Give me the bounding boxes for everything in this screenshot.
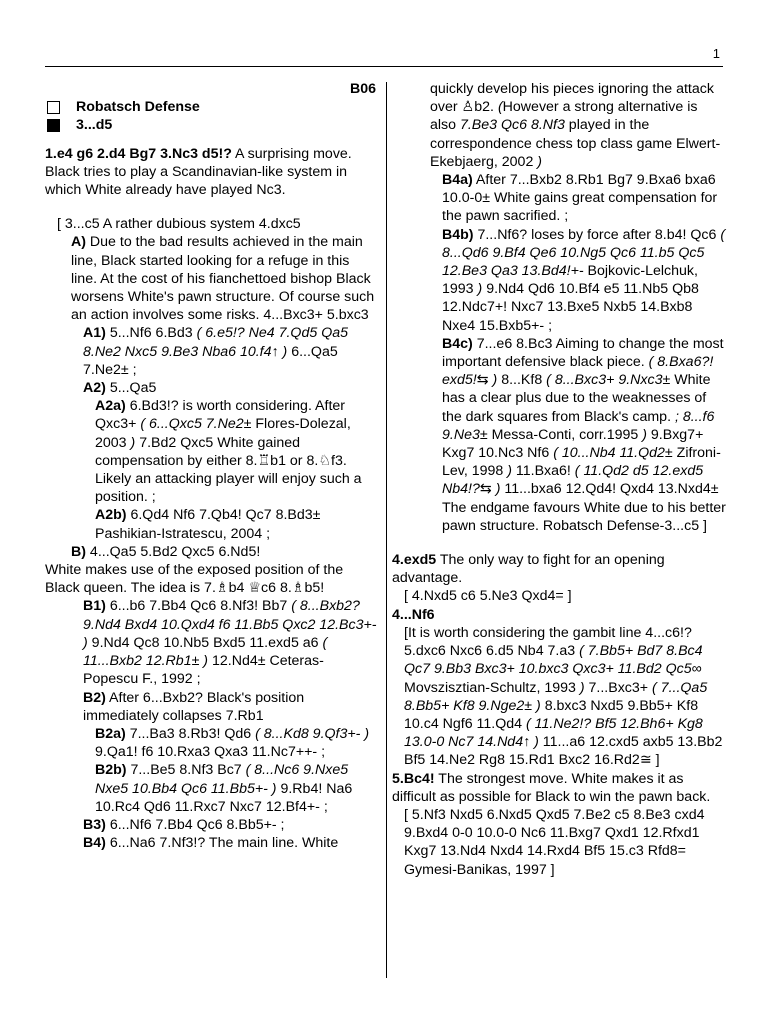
intro-paragraph [45, 145, 378, 200]
main-move-5-text: The strongest move. White makes it as difficult as possible for Black to win the pawn back. [392, 770, 711, 805]
main-move-4-text: The only way to fight for an opening advantage. [392, 552, 665, 587]
main-move-5 [392, 770, 726, 806]
variation-b4c-close2: ) [507, 463, 512, 480]
variation-a2a-close: ) [130, 434, 136, 451]
alt-4-nxd5: [ 4.Nxd5 c6 5.Ne3 Qxd4= ] [404, 588, 572, 605]
variation-name: 3...d5 [76, 117, 113, 134]
variation-b4-text: 6...Na6 7.Nf3!? The main line. White [105, 835, 339, 852]
variation-b4c-sub1: ( 8.Bxa6?! exd5!⇆ ) [442, 354, 714, 389]
variation-a2b-tag: A2b) [95, 507, 127, 524]
opening-name: Robatsch Defense [76, 99, 200, 116]
variation-b2a-text1: 7...Ba3 8.Rb3! Qd6 [125, 725, 256, 742]
variation-b-comment: White makes use of the exposed position of the Black queen. The idea is 7.♗b4 ♕c6 8.♗b5! [45, 562, 344, 597]
variation-a1-sub: ( 6.e5!? Ne4 7.Qd5 Qa5 8.Ne2 Nxc5 9.Be3 Nba6 10.f4↑ ) [83, 325, 349, 360]
variation-b4c-text4: Messa-Conti, corr.1995 [487, 426, 643, 443]
variation-a2a-sub: ( 6...Qxc5 7.Ne2± [140, 416, 256, 433]
variation-b3 [45, 816, 378, 834]
variation-b4c-text1: 7...e6 8.Bc3 Aiming to change the most important defensive black piece. [442, 335, 724, 371]
variation-b1-text3: 12.Nd4± Ceteras-Popescu F., 1992 ; [83, 653, 324, 688]
variation-a2-text: 5...Qa5 [105, 380, 157, 397]
alt-5-nf3: [ 5.Nf3 Nxd5 6.Nxd5 Qxd5 7.Be2 c5 8.Be3 cxd4 9.Bxd4 0-0 10.0-0 Nc6 11.Bxg7 Qxd1 12.Rfxd1 Kxg7 13.Nd4 Nxd4 14.Rxd4 Bf5 15.c3 Rfd8= Gymesi-Banikas, 1997 ] [404, 806, 705, 878]
right-column [392, 80, 726, 879]
variation-b4c-text7: 11.Bxa6! [511, 463, 575, 480]
variation-heading [45, 116, 378, 134]
column-divider [386, 82, 387, 978]
b4-cont-text3: played in the correspondence chess top class game Elwert-Ekebjaerg, 2002 [430, 117, 721, 170]
gambit-text4: 8.bxc3 Nxd5 9.Bb5+ Kf8 10.c4 Ngf6 11.Qd4 [404, 697, 699, 732]
variation-a2a [45, 397, 378, 506]
variation-b-tag: B) [71, 543, 86, 560]
b4-cont-close: ) [537, 153, 543, 170]
gambit-close1: ) [579, 679, 585, 696]
gambit-text3: 7...Bxc3+ [584, 679, 653, 696]
variation-b2a-text2: 9.Qa1! f6 10.Rxa3 Qxa3 11.Nc7++- ; [95, 744, 326, 761]
variation-b4c [392, 335, 726, 535]
intro-text: A surprising move. Black tries to play a Scandinavian-like system in which White already have played Nc3. [45, 145, 352, 199]
b4-cont-text2: However a strong alternative is also [430, 99, 698, 134]
variation-b2a [45, 725, 378, 761]
main-move-4-moves: 4.exd5 [392, 552, 437, 569]
gambit-line [392, 624, 726, 770]
variation-b [45, 543, 378, 561]
main-move-4-nf6: 4...Nf6 [392, 606, 435, 623]
variation-b4a [392, 171, 726, 226]
variation-a2a-text1: 6.Bd3!? is worth considering. After Qxc3+ [95, 398, 345, 433]
empty-square-icon [47, 101, 60, 114]
variation-b4a-text: After 7...Bxb2 8.Rb1 Bg7 9.Bxa6 bxa6 10.0-0± White gains great compensation for the pawn sacrified. ; [442, 172, 718, 225]
variation-b4b-text2: Bojkovic-Lelchuk, 1993 [442, 263, 698, 298]
header-rule [45, 66, 723, 67]
variation-a1-tail: 6...Qa5 7.Ne2± ; [83, 343, 338, 378]
variation-b4-continued [392, 80, 726, 171]
variation-b2-text: After 6...Bxb2? Black's position immediately collapses 7.Rb1 [83, 689, 305, 724]
variation-b2a-sub: ( 8...Kd8 9.Qf3+- ) [255, 725, 370, 742]
variation-a2a-text2: Flores-Dolezal, 2003 [95, 416, 351, 451]
variation-a1-tag: A1) [83, 325, 106, 342]
variation-b1-tag: B1) [83, 598, 106, 615]
variation-a-text: Due to the bad results achieved in the main line, Black started looking for a refuge in this line. At the cost of his fianchettoed bishop Black worsens White's pawn structure. Of course such an action involves some risks. 4...Bxc3+ 5.bxc3 [71, 234, 375, 324]
b4-cont-text1: quickly develop his pieces ignoring the attack over ♙b2. [430, 81, 714, 116]
variation-b3-text: 6...Nf6 7.Bb4 Qc6 8.Bb5+- ; [105, 816, 285, 833]
gambit-text1: [It is worth considering the gambit line 4...c6!? 5.dxc6 Nxc6 6.d5 Nb4 7.a3 [404, 624, 692, 660]
variation-b4b-text3: 9.Nd4 Qd6 10.Bf4 e5 11.Nb5 Qb8 12.Ndc7+! Nxc7 13.Bxe5 Nxb5 14.Bxb8 Nxe4 15.Bxb5+- ; [442, 281, 699, 334]
variation-a [45, 233, 378, 324]
b4-cont-sub: 7.Be3 Qc6 8.Nf3 [459, 117, 565, 134]
variation-b2b-sub: ( 8...Nc6 9.Nxe5 Nxe5 10.Bb4 Qc6 11.Bb5+- ) [95, 762, 349, 797]
variation-b2b-tag: B2b) [95, 762, 127, 779]
variation-b4a-tag: B4a) [442, 172, 473, 189]
variation-b4b-text1: 7...Nf6? loses by force after 8.b4! Qc6 [473, 226, 721, 243]
variation-b4 [45, 834, 378, 852]
variation-b4c-sub4: ( 10...Nb4 11.Qd2± [553, 445, 673, 462]
line-3-c5: [ 3...c5 A rather dubious system 4.dxc5 [57, 216, 301, 233]
variation-b4c-close1: ) [642, 426, 647, 443]
variation-b4b-close: ) [477, 281, 483, 298]
b4-cont-open: ( [497, 99, 503, 116]
gambit-text2: Movszisztian-Schultz, 1993 [404, 679, 580, 696]
variation-b4c-text3: White has a clear plus due to the weaknesses of the dark squares from Black's camp. [442, 372, 711, 425]
variation-b4b-tag: B4b) [442, 226, 474, 243]
variation-b3-tag: B3) [83, 816, 106, 833]
variation-b2b [45, 761, 378, 816]
gambit-sub2: ( 7...Qa5 8.Bb5+ Kf8 9.Nge2± ) [404, 679, 708, 714]
variation-a2a-text3: 7.Bd2 Qxc5 White gained compensation by either 8.♖b1 or 8.♘f3. Likely an attacking player will enjoy such a position. ; [95, 434, 362, 506]
variation-b4c-text6: Zifroni-Lev, 1998 [442, 445, 721, 480]
variation-a-tag: A) [71, 234, 86, 251]
eco-code: B06 [349, 81, 376, 97]
variation-b4-tag: B4) [83, 835, 106, 852]
main-move-5-moves: 5.Bc4! [392, 770, 435, 787]
variation-b2 [45, 689, 378, 725]
variation-b4b-sub: ( 8...Qd6 9.Bf4 Qe6 10.Ng5 Qc6 11.b5 Qc5 12.Be3 Qa3 13.Bd4!+- [442, 226, 726, 280]
variation-b1-sub1: ( 8...Bxb2? 9.Nd4 Bxd4 10.Qxd4 f6 11.Bb5 Qxc2 12.Bc3+- ) [83, 598, 377, 651]
variation-a2b-text: 6.Qd4 Nf6 7.Qb4! Qc7 8.Bd3± Pashikian-Istratescu, 2004 ; [95, 507, 321, 542]
intro-moves: 1.e4 g6 2.d4 Bg7 3.Nc3 d5!? [45, 145, 232, 162]
variation-b1-sub2: ( 11...Bxb2 12.Rb1± ) [83, 634, 328, 670]
opening-heading [45, 98, 378, 116]
variation-b1-text1: 6...b6 7.Bb4 Qc6 8.Nf3! Bb7 [105, 598, 292, 615]
variation-b2b-text1: 7...Be5 8.Nf3 Bc7 [126, 762, 246, 779]
variation-b4c-text2: 8...Kf8 [497, 372, 547, 389]
variation-b-text: 4...Qa5 5.Bd2 Qxc5 6.Nd5! [85, 543, 261, 560]
variation-b4c-sub5: ( 11.Qd2 d5 12.exd5 Nb4!?⇆ ) [442, 463, 704, 498]
variation-a2b [45, 506, 378, 542]
gambit-sub3: ( 11.Ne2!? Bf5 12.Bh6+ Kg8 13.0-0 Nc7 14.Nd4↑ ) [404, 715, 703, 751]
variation-b4c-text8: 11...bxa6 12.Qd4! Qxd4 13.Nxd4± The endgame favours White due to his better pawn structure. Robatsch Defense-3...c5 ] [442, 481, 726, 534]
variation-b4c-sub2: ( 8...Bxc3+ 9.Nxc3± [546, 372, 671, 389]
variation-a2-tag: A2) [83, 380, 106, 397]
variation-b4c-text5: 9.Bxg7+ Kxg7 10.Nc3 Nf6 [442, 426, 704, 462]
variation-b1-text2: 9.Nd4 Qc8 10.Nb5 Bxd5 11.exd5 a6 [87, 634, 323, 651]
variation-b2a-tag: B2a) [95, 725, 126, 742]
variation-b4c-sub3: ; 8...f6 9.Ne3± [442, 408, 715, 443]
filled-square-icon [47, 119, 60, 132]
gambit-sub1: ( 7.Bb5+ Bd7 8.Bc4 Qc7 9.Bb3 Bxc3+ 10.bxc3 Qxc3+ 11.Bd2 Qc5∞ [404, 643, 703, 678]
variation-a1 [45, 324, 378, 379]
variation-b4b [392, 226, 726, 335]
variation-b1 [45, 597, 378, 688]
main-move-4 [392, 551, 726, 587]
variation-b2b-text2: 9.Rb4! Na6 10.Rc4 Qd6 11.Rxc7 Nxc7 12.Bf4+- ; [95, 780, 353, 815]
gambit-text5: 11...a6 12.cxd5 axb5 13.Bb2 Bf5 14.Ne2 Rg8 15.Rd1 Bxc2 16.Rd2≅ ] [404, 734, 723, 769]
page-number: 1 [712, 46, 720, 61]
variation-b2-tag: B2) [83, 689, 106, 706]
variation-a2 [45, 379, 378, 397]
variation-a2a-tag: A2a) [95, 398, 126, 415]
variation-a1-text: 5...Nf6 6.Bd3 [105, 325, 197, 342]
variation-b4c-tag: B4c) [442, 335, 473, 352]
left-column [45, 80, 378, 852]
